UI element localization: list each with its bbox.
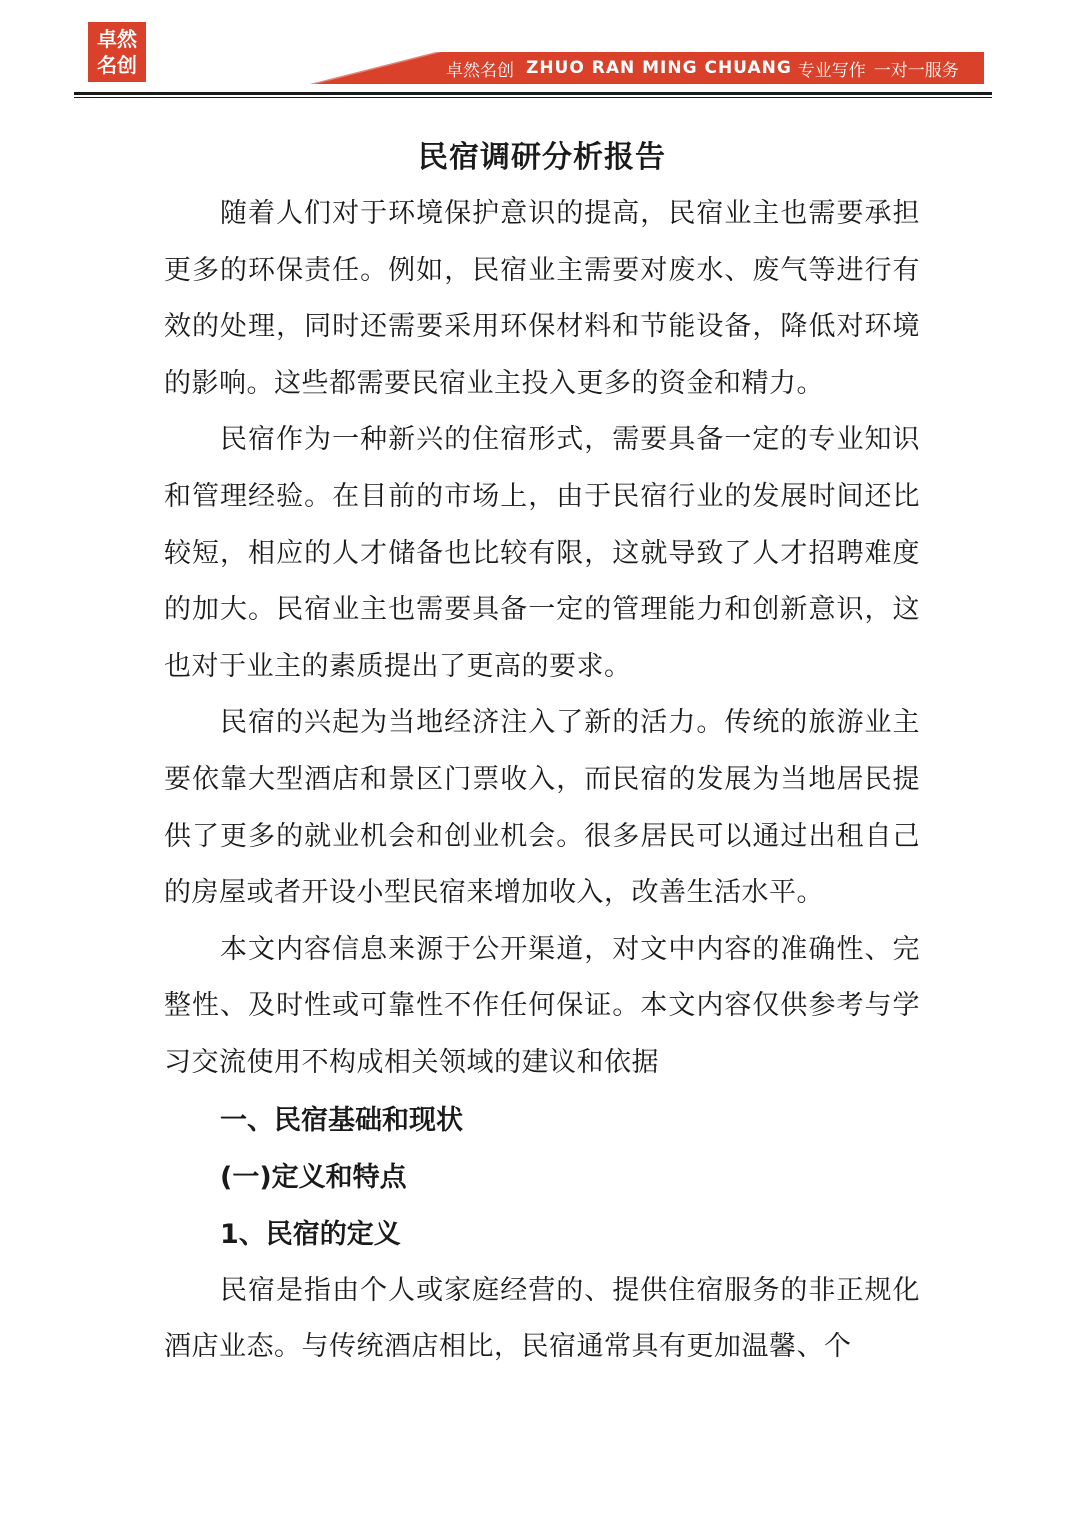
paragraph-disclaimer: 本文内容信息来源于公开渠道，对文中内容的准确性、完整性、及时性或可靠性不作任何保证。本文内容仅供参考与学习交流使用不构成相关领域的建议和依据	[164, 933, 920, 1078]
service-label-writing: 专业写作	[797, 60, 866, 81]
paragraph-definition: 民宿是指由个人或家庭经营的、提供住宿服务的非正规化酒店业态。与传统酒店相比，民宿通常具有更加温馨、个	[164, 1274, 920, 1363]
header-banner	[310, 52, 984, 84]
paragraph-talent-requirements: 民宿作为一种新兴的住宿形式，需要具备一定的专业知识和管理经验。在目前的市场上，由于民宿行业的发展时间还比较短，相应的人才储备也比较有限，这就导致了人才招聘难度的加大。民宿业主也需要具备一定的管理能力和创新意识，这也对于业主的素质提出了更高的要求。	[164, 424, 920, 682]
logo-text-line1: 卓然	[97, 27, 137, 51]
banner-text	[446, 52, 959, 84]
item-heading-definition: 1、民宿的定义	[220, 1218, 401, 1250]
brand-name-en: ZHUO RAN MING CHUANG	[526, 58, 792, 78]
brand-name-cn: 卓然名创	[446, 60, 514, 81]
section-heading-basics: 一、民宿基础和现状	[220, 1104, 463, 1136]
header-divider-thin	[74, 97, 992, 98]
logo-text-line2: 名创	[97, 53, 137, 77]
service-label-one-on-one: 一对一服务	[873, 60, 959, 81]
document-title: 民宿调研分析报告	[418, 140, 666, 175]
subsection-heading-definition: (一)定义和特点	[220, 1161, 407, 1193]
document-body	[164, 130, 920, 1376]
paragraph-local-economy: 民宿的兴起为当地经济注入了新的活力。传统的旅游业主要依靠大型酒店和景区门票收入，而民宿的发展为当地居民提供了更多的就业机会和创业机会。很多居民可以通过出租自己的房屋或者开设小型民宿来增加收入，改善生活水平。	[164, 707, 920, 909]
header-divider-thick	[74, 92, 992, 95]
brand-logo	[88, 22, 146, 82]
paragraph-environmental-responsibility: 随着人们对于环境保护意识的提高，民宿业主也需要承担更多的环保责任。例如，民宿业主需要对废水、废气等进行有效的处理，同时还需要采用环保材料和节能设备，降低对环境的影响。这些都需要民宿业主投入更多的资金和精力。	[164, 198, 920, 399]
